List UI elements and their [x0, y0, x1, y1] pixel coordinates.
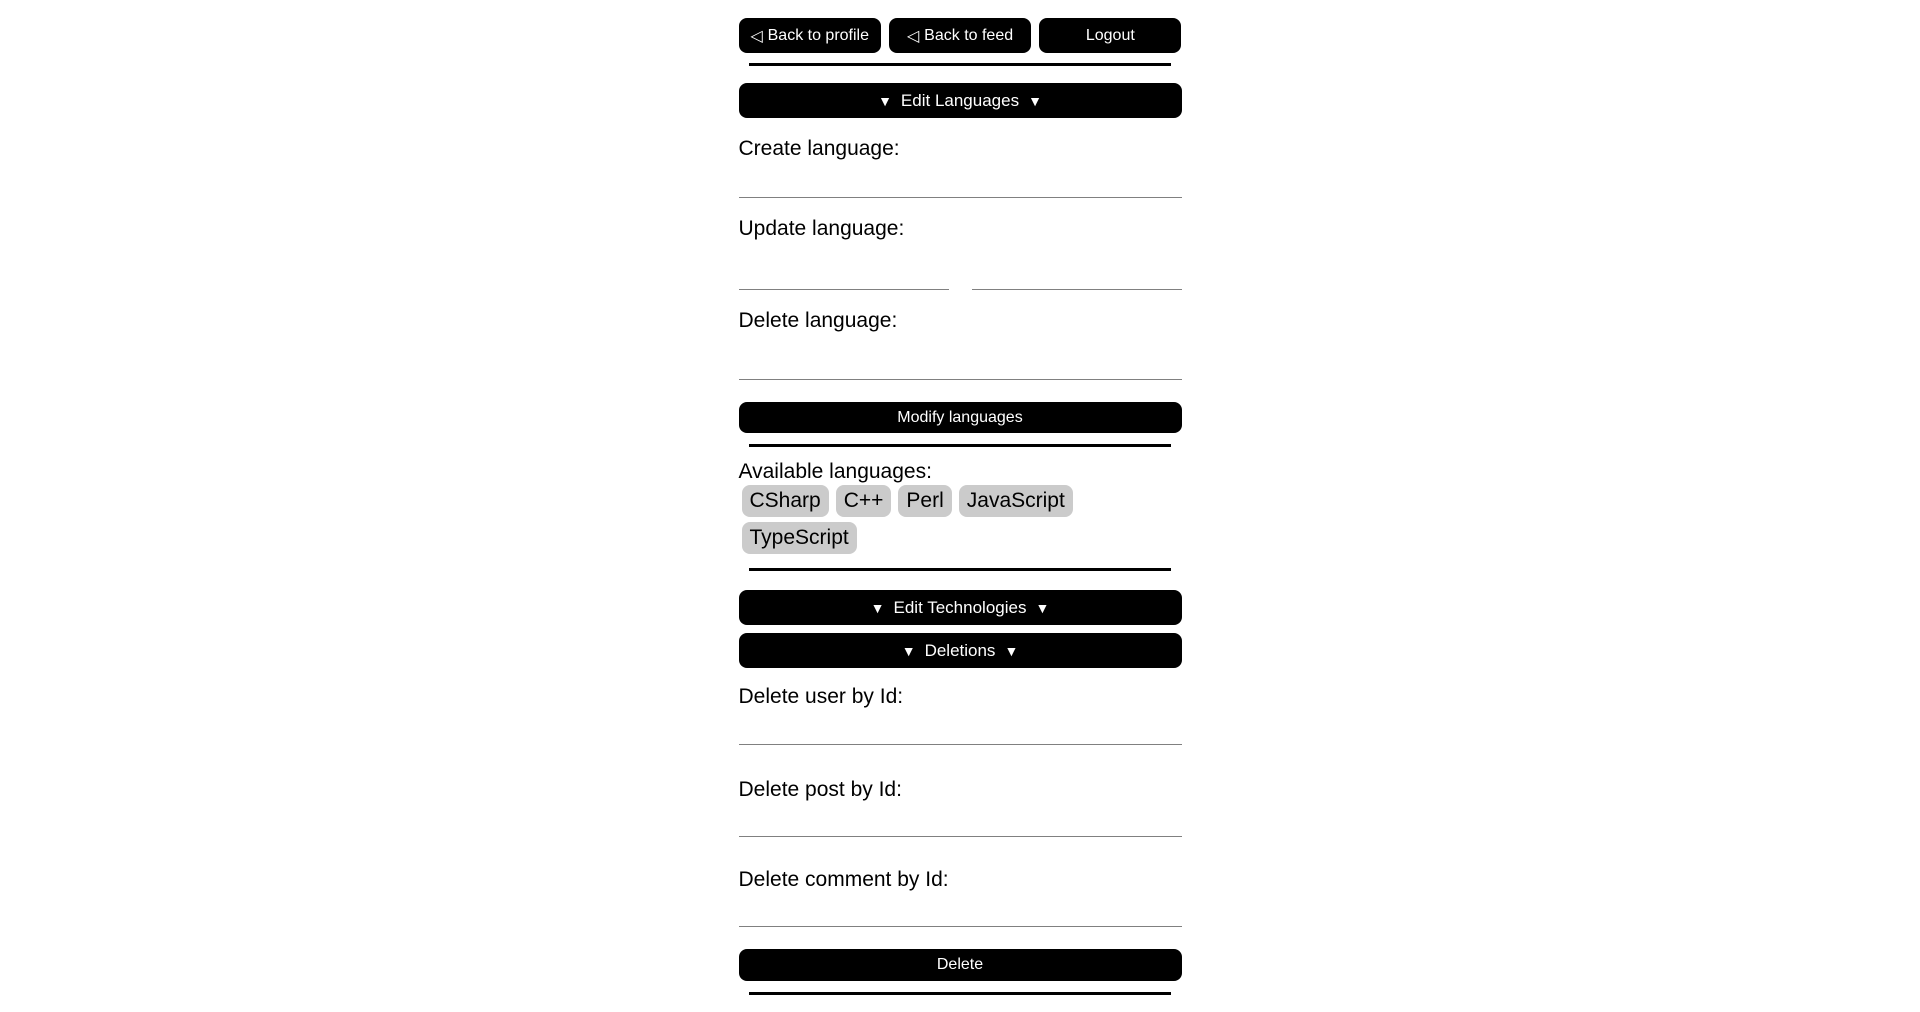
- delete-post-label: Delete post by Id:: [738, 778, 902, 801]
- update-language-label: Update language:: [738, 217, 905, 240]
- divider: [749, 63, 1171, 66]
- deletions-toggle-label: Deletions: [924, 640, 996, 660]
- delete-user-id-input[interactable]: [739, 710, 1182, 745]
- delete-language-label: Delete language:: [738, 309, 898, 332]
- edit-technologies-toggle-label: Edit Technologies: [893, 597, 1027, 617]
- update-language-old-input[interactable]: [739, 242, 949, 290]
- delete-user-label: Delete user by Id:: [738, 685, 904, 708]
- edit-languages-toggle[interactable]: [739, 83, 1182, 118]
- language-tag: JavaScript: [959, 485, 1073, 517]
- delete-button-label: Delete: [936, 956, 984, 973]
- language-tag: TypeScript: [742, 522, 857, 554]
- delete-language-input[interactable]: [739, 334, 1182, 380]
- create-language-input[interactable]: [739, 162, 1182, 198]
- available-languages-list: [739, 485, 1182, 554]
- modify-languages-label: Modify languages: [897, 408, 1023, 426]
- back-to-feed-button[interactable]: [889, 18, 1031, 53]
- update-language-new-input[interactable]: [972, 242, 1182, 290]
- chevron-down-icon: ▼: [901, 642, 916, 659]
- logout-button[interactable]: [1039, 18, 1181, 53]
- back-arrow-icon: ◁: [750, 27, 763, 45]
- logout-label: Logout: [1085, 26, 1135, 44]
- edit-technologies-toggle[interactable]: [739, 590, 1182, 625]
- chevron-down-icon: ▼: [1035, 599, 1050, 616]
- divider: [749, 568, 1171, 571]
- deletions-toggle[interactable]: [739, 633, 1182, 668]
- delete-comment-label: Delete comment by Id:: [738, 868, 949, 891]
- delete-button[interactable]: [739, 949, 1182, 981]
- chevron-down-icon: ▼: [1004, 642, 1019, 659]
- divider: [749, 992, 1171, 995]
- create-language-label: Create language:: [738, 137, 900, 160]
- language-tag: CSharp: [742, 485, 829, 517]
- chevron-down-icon: ▼: [878, 92, 892, 109]
- language-tag: Perl: [898, 485, 951, 517]
- divider: [749, 444, 1171, 447]
- admin-panel: [739, 0, 1182, 995]
- top-button-row: [739, 18, 1182, 53]
- language-tag: C++: [836, 485, 892, 517]
- edit-languages-toggle-label: Edit Languages: [900, 90, 1020, 110]
- back-to-profile-button[interactable]: [739, 18, 881, 53]
- back-to-feed-label: Back to feed: [924, 26, 1014, 44]
- chevron-down-icon: ▼: [1028, 92, 1042, 109]
- back-arrow-icon: ◁: [906, 27, 920, 45]
- delete-post-id-input[interactable]: [739, 803, 1182, 837]
- modify-languages-button[interactable]: [739, 402, 1182, 433]
- chevron-down-icon: ▼: [870, 599, 885, 616]
- available-languages-label: Available languages:: [738, 460, 932, 483]
- update-language-inputs: [739, 242, 1182, 290]
- delete-comment-id-input[interactable]: [739, 893, 1182, 927]
- back-to-profile-label: Back to profile: [767, 26, 870, 44]
